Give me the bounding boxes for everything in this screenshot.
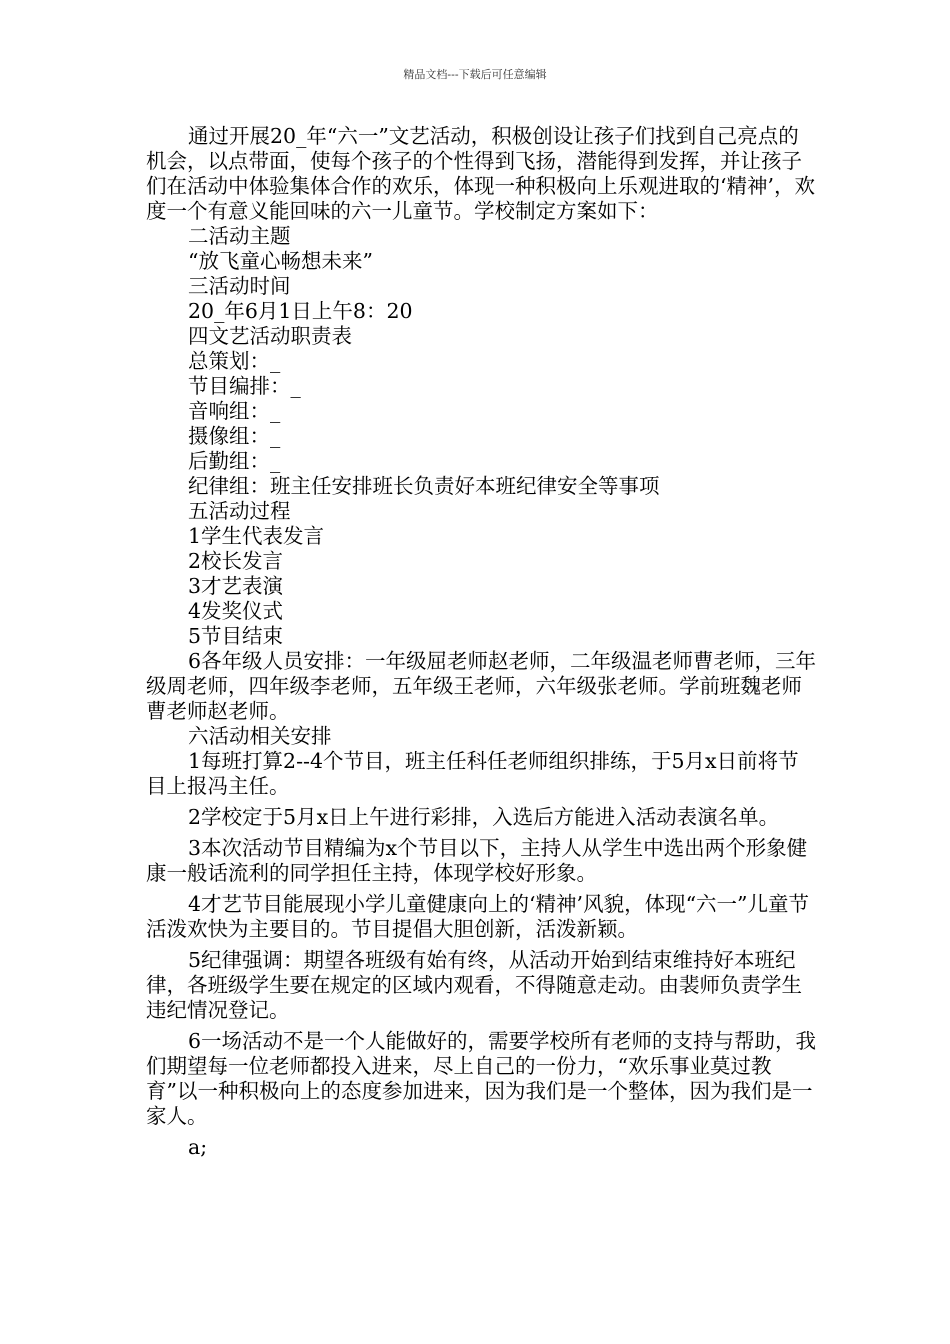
section-title-time: 三活动时间 (188, 274, 291, 298)
process-item: 1学生代表发言 (188, 524, 325, 548)
arrangement-item: 3本次活动节目精编为x个节目以下，主持人从学生中选出两个形象健康一般话流利的同学担任主持，体现学校好形象。 (146, 836, 808, 885)
section-title-theme: 二活动主题 (188, 224, 291, 248)
duty-item: 纪律组：班主任安排班长负责好本班纪律安全等事项 (188, 474, 660, 498)
duty-item: 音响组：_ (188, 399, 281, 423)
section-title-process: 五活动过程 (188, 499, 291, 523)
process-item: 3才艺表演 (188, 574, 284, 598)
duty-item: 摄像组：_ (188, 424, 281, 448)
process-item: 2校长发言 (188, 549, 284, 573)
document-body (146, 124, 818, 1160)
page-header: 精品文档---下载后可任意编辑 (403, 68, 547, 81)
section-title-arrangements: 六活动相关安排 (188, 724, 332, 748)
arrangement-item: 5纪律强调：期望各班级有始有终，从活动开始到结束维持好本班纪律，各班级学生要在规定的区域内观看，不得随意走动。由裴师负责学生违纪情况登记。 (146, 948, 802, 1022)
duty-item: 后勤组：_ (188, 449, 281, 473)
theme-text: “放飞童心畅想未来” (188, 249, 373, 273)
process-item: 4发奖仪式 (188, 599, 284, 623)
arrangement-item: 2学校定于5月x日上午进行彩排，入选后方能进入活动表演名单。 (188, 805, 780, 829)
section-title-duties: 四文艺活动职责表 (188, 324, 352, 348)
time-text: 20_年6月1日上午8：20 (188, 299, 413, 323)
ending-text: a; (188, 1135, 208, 1159)
duty-item: 节目编排：_ (188, 374, 301, 398)
arrangement-item: 6一场活动不是一个人能做好的，需要学校所有老师的支持与帮助，我们期望每一位老师都投入进来，尽上自己的一份力，“欢乐事业莫过教育”以一种积极向上的态度参加进来，因为我们是一个整体，因为我们是一家人。 (146, 1029, 817, 1128)
duty-item: 总策划：_ (188, 349, 281, 373)
process-item: 5节目结束 (188, 624, 284, 648)
arrangement-item: 1每班打算2--4个节目，班主任科任老师组织排练，于5月x日前将节目上报冯主任。 (146, 749, 799, 798)
staff-paragraph: 6各年级人员安排：一年级屈老师赵老师，二年级温老师曹老师，三年级周老师，四年级李老师，五年级王老师，六年级张老师。学前班魏老师曹老师赵老师。 (146, 649, 817, 723)
intro-paragraph: 通过开展20_年“六一”文艺活动，积极创设让孩子们找到自己亮点的机会，以点带面，使每个孩子的个性得到飞扬，潜能得到发挥，并让孩子们在活动中体验集体合作的欢乐，体现一种积极向上乐观进取的‘精神’，欢度一个有意义能回味的六一儿童节。学校制定方案如下： (146, 124, 816, 223)
arrangement-item: 4才艺节目能展现小学儿童健康向上的‘精神’风貌，体现“六一”儿童节活泼欢快为主要目的。节目提倡大胆创新，活泼新颖。 (146, 892, 810, 941)
